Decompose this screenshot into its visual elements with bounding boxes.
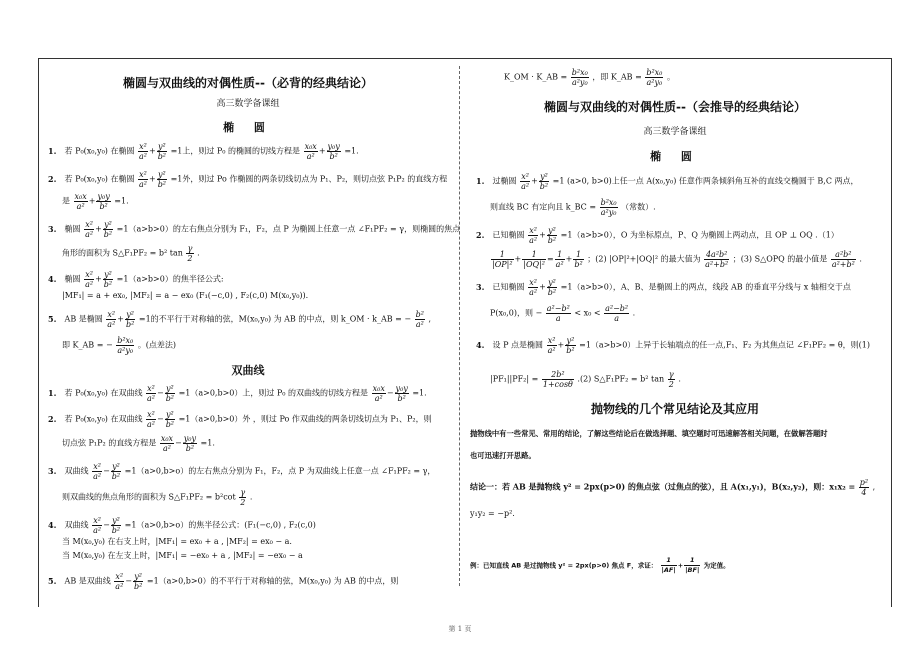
right-item-3-cont: P(x₀,0)，则 − $\frac{\text{a²−b²}}{a}$ < x₀ < $\frac{\text{a²−b²}}{a}$ .: [490, 304, 636, 323]
hyperbola-item-5: 5. AB 是双曲线 $\frac{\text{x²}}{\text{a²}}$ − $\frac{\text{y²}}{\text{b²}}$ =1（a>0,b>0）的不平行于对称轴的弦，M(x₀,y₀) 为 AB 的中点，则: [48, 572, 399, 591]
hyperbola-heading: 双曲线: [231, 364, 265, 377]
ellipse-item-3-cont: 角形的面积为 S△F₁PF₂ = b² tan $\frac{\gamma}{2}$ .: [62, 244, 200, 263]
hyperbola-item-1: 1. 若 P₀(x₀,y₀) 在双曲线 $\frac{\text{x²}}{\text{a²}}$ − $\frac{\text{y²}}{\text{b²}}$ =1（a>0,b>0）上，则过 P₀ 的双曲线的切线方程是 $\frac{\text{x₀x}}{\text{a²}}$ − $\frac{\text{y₀y}}{\text{b²}}$ =1.: [48, 384, 427, 403]
column-divider: [459, 66, 460, 586]
right-item-3: 3. 已知椭圆 $\frac{\text{x²}}{\text{a²}}$ + $\frac{\text{y²}}{\text{b²}}$ =1（a>b>0），A、B、是椭圆上的两点，线段 AB 的垂直平分线与 x 轴相交于点: [476, 278, 851, 297]
right-item-2-cont: $\frac{1}{\text{|OP|²}}$ + $\frac{1}{\text{|OQ|²}}$ = $\frac{1}{\text{a²}}$ + $\frac{1}{\text{b²}}$ ；(2) |OP|²+|OQ|² 的最大值为 $\frac{\text{4a²b²}}{\text{a²+b²}}$ ；(3) S△OPQ 的最小值是 $\frac{\text{a²b²}}{\text{a²+b²}}$ .: [492, 250, 862, 269]
parabola-intro-2: 也可迅速打开思路。: [470, 451, 536, 460]
ellipse-item-2-cont: 是 $\frac{\text{x₀x}}{\text{a²}}$ + $\frac{\text{y₀y}}{\text{b²}}$ =1.: [62, 192, 129, 211]
page-number: 第 1 页: [448, 625, 472, 633]
hyperbola-item-4-left: 当 M(x₀,y₀) 在左支上时，|MF₁| = −ex₀ + a , |MF₂| = −ex₀ − a: [62, 551, 303, 560]
parabola-heading: 抛物线的几个常见结论及其应用: [590, 402, 759, 416]
parabola-example: 例：已知直线 AB 是过抛物线 y² = 2px(p>0) 焦点 F，求证： $\frac{1}{|AF|}$ + $\frac{1}{|BF|}$ 为定值。: [470, 556, 730, 574]
hyperbola-item-2-cont: 切点弦 P₁P₂ 的直线方程是 $\frac{\text{x₀x}}{\text{a²}}$ − $\frac{\text{y₀y}}{\text{b²}}$ =1.: [62, 434, 215, 453]
ellipse-item-3: 3. 椭圆 $\frac{\text{x²}}{\text{a²}}$ + $\frac{\text{y²}}{\text{b²}}$ =1（a>b>0）的左右焦点分别为 F₁，F₂，点 P 为椭圆上任意一点 ∠F₁PF₂ = γ，则椭圆的焦点: [48, 220, 461, 239]
ellipse-item-1: 1. 若 P₀(x₀,y₀) 在椭圆 $\frac{\text{x²}}{\text{a²}}$ + $\frac{\text{y²}}{\text{b²}}$ =1上，则过 P₀ 的椭圆的切线方程是 $\frac{\text{x₀x}}{\text{a²}}$ + $\frac{\text{y₀y}}{\text{b²}}$ =1.: [48, 142, 359, 161]
ellipse-heading: 椭 圆: [223, 121, 273, 134]
ellipse-item-2: 2. 若 P₀(x₀,y₀) 在椭圆 $\frac{\text{x²}}{\text{a²}}$ + $\frac{\text{y²}}{\text{b²}}$ =1外，则过 Po 作椭圆的两条切线切点为 P₁、P₂，则切点弦 P₁P₂ 的直线方程: [48, 170, 448, 189]
ellipse-item-4: 4. 椭圆 $\frac{\text{x²}}{\text{a²}}$ + $\frac{\text{y²}}{\text{b²}}$ =1（a>b>0）的焦半径公式:: [48, 270, 224, 289]
left-title: 椭圆与双曲线的对偶性质--（必背的经典结论）: [123, 76, 373, 90]
right-top-line: K_OM · K_AB = $\frac{\text{b²x₀}}{\text{a²y₀}}$ ，即 K_AB = $\frac{\text{b²x₀}}{\text{a²y₀}}$ 。: [504, 68, 675, 87]
ellipse-item-5-cont: 即 K_AB = − $\frac{\text{b²x₀}}{\text{a²y₀}}$ 。(点差法): [62, 336, 177, 355]
right-item-4: 4. 设 P 点是椭圆 $\frac{\text{x²}}{\text{a²}}$ + $\frac{\text{y²}}{\text{b²}}$ =1（a>b>0）上异于长轴端点的任一点,F₁、F₂ 为其焦点记 ∠F₁PF₂ = θ，则(1): [476, 336, 870, 355]
right-item-1: 1. 过椭圆 $\frac{\text{x²}}{\text{a²}}$ + $\frac{\text{y²}}{\text{b²}}$ =1 (a>0, b>0)上任一点 A(x₀,y₀) 任意作两条倾斜角互补的直线交椭圆于 B,C 两点，: [476, 172, 859, 191]
hyperbola-item-4-right: 当 M(x₀,y₀) 在右支上时，|MF₁| = ex₀ + a , |MF₂| = ex₀ − a.: [62, 537, 292, 546]
right-item-1-cont: 则直线 BC 有定向且 k_BC = $\frac{\text{b²x₀}}{\text{a²y₀}}$ （常数）.: [490, 198, 656, 217]
ellipse-item-5: 5. AB 是椭圆 $\frac{\text{x²}}{\text{a²}}$ + $\frac{\text{y²}}{\text{b²}}$ =1的不平行于对称轴的弦，M(x₀,y₀) 为 AB 的中点，则 k_OM · k_AB = − $\frac{\text{b²}}{\text{a²}}$ ,: [48, 310, 432, 329]
conclusion-1-cont: y₁y₂ = −p².: [470, 509, 515, 518]
hyperbola-item-3: 3. 双曲线 $\frac{\text{x²}}{\text{a²}}$ − $\frac{\text{y²}}{\text{b²}}$ =1（a>0,b>o）的左右焦点分别为 F₁，F₂，点 P 为双曲线上任意一点 ∠F₁PF₂ = γ，: [48, 462, 436, 481]
hyperbola-item-2: 2. 若 P₀(x₀,y₀) 在双曲线 $\frac{\text{x²}}{\text{a²}}$ − $\frac{\text{y²}}{\text{b²}}$ =1（a>0,b>0）外 ，则过 Po 作双曲线的两条切线切点为 P₁、P₂，则: [48, 410, 432, 429]
conclusion-1: 结论一：若 AB 是抛物线 y² = 2px(p>0) 的焦点弦（过焦点的弦），且 A(x₁,y₁)，B(x₂,y₂)，则：x₁x₂ = $\frac{\text{p²}}{4}$ ,: [470, 478, 876, 497]
ellipse-item-4-cont: |MF₁| = a + ex₀, |MF₂| = a − ex₀ (F₁(−c,0) , F₂(c,0) M(x₀,y₀)).: [62, 291, 309, 300]
right-ellipse-heading: 椭 圆: [650, 150, 700, 163]
right-item-2: 2. 已知椭圆 $\frac{\text{x²}}{\text{a²}}$ + $\frac{\text{y²}}{\text{b²}}$ =1（a>b>0），O 为坐标原点，P、Q 为椭圆上两动点，且 OP ⊥ OQ .（1）: [476, 226, 839, 245]
right-title: 椭圆与双曲线的对偶性质--（会推导的经典结论）: [544, 100, 806, 114]
parabola-intro-1: 抛物线中有一些常见、常用的结论，了解这些结论后在做选择题、填空题时可迅速解答相关问题，在做解答题时: [470, 429, 828, 438]
left-subtitle: 高三数学备课组: [216, 99, 280, 109]
hyperbola-item-3-cont: 则双曲线的焦点角形的面积为 S△F₁PF₂ = b²cot $\frac{\gamma}{2}$ .: [62, 488, 253, 507]
hyperbola-item-4: 4. 双曲线 $\frac{\text{x²}}{\text{a²}}$ − $\frac{\text{y²}}{\text{b²}}$ =1（a>0,b>o）的焦半径公式：(F₁(−c,0) , F₂(c,0): [48, 516, 316, 535]
right-subtitle: 高三数学备课组: [643, 127, 707, 137]
right-item-4-cont: |PF₁||PF₂| = $\frac{\text{2b²}}{1+\cos\theta}$ .(2) S△F₁PF₂ = b² tan $\frac{\gamma}{2}$ .: [490, 370, 681, 389]
